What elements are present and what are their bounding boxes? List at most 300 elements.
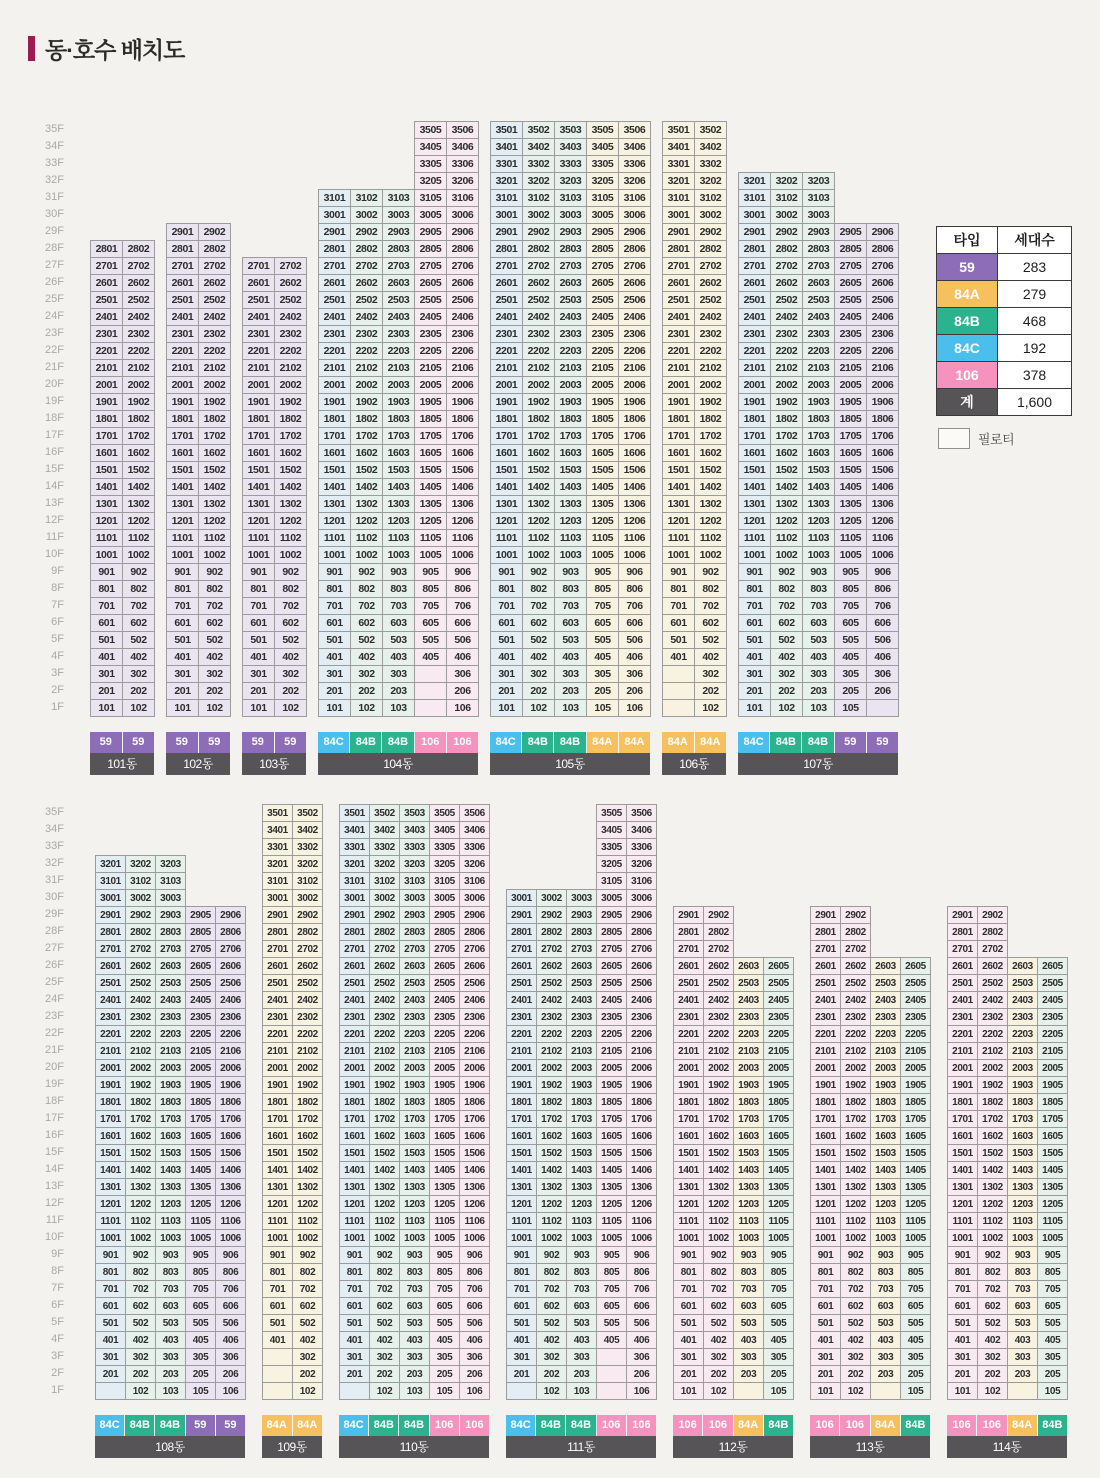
unit-cell: 706 — [446, 597, 479, 615]
floor-row — [673, 1246, 793, 1263]
unit-cell: 3002 — [770, 206, 803, 224]
unit-cell: 2505 — [414, 291, 447, 309]
unit-cell: 702 — [350, 597, 383, 615]
floor-label: 13F — [45, 497, 64, 509]
unit-cell: 1205 — [596, 1195, 627, 1213]
piloti-cell — [596, 1348, 627, 1366]
section-blocks-108-114 — [30, 804, 1067, 1458]
legend-row — [936, 362, 1072, 389]
unit-cell: 2201 — [673, 1025, 704, 1043]
unit-cell: 2705 — [429, 940, 460, 958]
unit-cell: 1402 — [770, 478, 803, 496]
unit-cell: 102 — [122, 699, 155, 717]
unit-cell: 3505 — [586, 121, 619, 139]
unit-cell: 302 — [770, 665, 803, 683]
unit-cell: 2002 — [198, 376, 231, 394]
floor-axis — [30, 804, 64, 1399]
floor-row — [242, 359, 306, 376]
unit-cell: 801 — [673, 1263, 704, 1281]
unit-cell: 1901 — [490, 393, 523, 411]
unit-cell: 1103 — [554, 529, 587, 547]
floor-row — [947, 1331, 1067, 1348]
floor-row — [738, 631, 898, 648]
unit-cell: 502 — [536, 1314, 567, 1332]
unit-cell: 2001 — [490, 376, 523, 394]
unit-cell: 2002 — [274, 376, 307, 394]
floor-row — [490, 495, 650, 512]
unit-cell: 1705 — [1037, 1110, 1068, 1128]
unit-cell: 2105 — [185, 1042, 216, 1060]
unit-cell: 3103 — [554, 189, 587, 207]
unit-cell: 201 — [95, 1365, 126, 1383]
unit-cell: 2106 — [618, 359, 651, 377]
floor-row — [673, 1229, 793, 1246]
unit-cell: 2902 — [198, 223, 231, 241]
floor-row — [339, 1178, 489, 1195]
unit-cell: 105 — [586, 699, 619, 717]
floor-row — [339, 991, 489, 1008]
floor-row — [673, 1263, 793, 1280]
unit-cell: 2502 — [536, 974, 567, 992]
unit-cell: 1002 — [770, 546, 803, 564]
unit-cell: 1901 — [166, 393, 199, 411]
unit-cell: 2602 — [198, 274, 231, 292]
unit-cell: 1001 — [490, 546, 523, 564]
unit-cell: 1002 — [536, 1229, 567, 1247]
unit-cell: 2103 — [399, 1042, 430, 1060]
unit-cell: 302 — [350, 665, 383, 683]
unit-cell: 2701 — [166, 257, 199, 275]
unit-cell: 701 — [490, 597, 523, 615]
unit-cell: 2402 — [274, 308, 307, 326]
unit-cell: 1302 — [840, 1178, 871, 1196]
floor-row — [90, 461, 154, 478]
floor-row — [673, 1314, 793, 1331]
floor-row — [95, 1110, 245, 1127]
unit-cell: 1602 — [122, 444, 155, 462]
unit-cell: 2201 — [490, 342, 523, 360]
unit-cell: 2605 — [834, 274, 867, 292]
unit-cell: 1403 — [566, 1161, 597, 1179]
unit-cell: 1103 — [382, 529, 415, 547]
unit-cell: 2302 — [369, 1008, 400, 1026]
unit-cell: 302 — [369, 1348, 400, 1366]
floor-row — [318, 393, 478, 410]
unit-cell: 2203 — [399, 1025, 430, 1043]
floor-label: 5F — [51, 1316, 64, 1328]
unit-cell: 301 — [738, 665, 771, 683]
type-badge: 59 — [835, 732, 867, 753]
unit-cell: 2202 — [977, 1025, 1008, 1043]
unit-cell: 1905 — [185, 1076, 216, 1094]
unit-cell: 102 — [977, 1382, 1008, 1400]
unit-cell: 506 — [618, 631, 651, 649]
floor-row — [506, 1161, 656, 1178]
unit-cell: 2402 — [840, 991, 871, 1009]
floor-row — [242, 172, 306, 189]
unit-cell: 805 — [763, 1263, 794, 1281]
floor-row — [662, 682, 726, 699]
floor-row — [339, 1331, 489, 1348]
floor-row — [810, 1059, 930, 1076]
floor-row — [318, 699, 478, 716]
unit-cell: 1206 — [618, 512, 651, 530]
unit-cell: 502 — [977, 1314, 1008, 1332]
unit-cell: 2503 — [382, 291, 415, 309]
unit-cell: 1003 — [399, 1229, 430, 1247]
unit-cell: 801 — [90, 580, 123, 598]
unit-cell: 1901 — [738, 393, 771, 411]
floor-row — [506, 1263, 656, 1280]
unit-cell: 2003 — [870, 1059, 901, 1077]
unit-cell: 1302 — [198, 495, 231, 513]
floor-row — [738, 563, 898, 580]
unit-cell: 2702 — [536, 940, 567, 958]
floor-row — [242, 206, 306, 223]
floor-row — [90, 121, 154, 138]
floor-row — [490, 138, 650, 155]
unit-cell: 603 — [155, 1297, 186, 1315]
unit-cell: 3003 — [399, 889, 430, 907]
unit-cell: 1801 — [90, 410, 123, 428]
unit-cell: 2905 — [414, 223, 447, 241]
floor-row — [318, 223, 478, 240]
floor-row — [490, 614, 650, 631]
unit-cell: 2503 — [1007, 974, 1038, 992]
unit-cell: 505 — [1037, 1314, 1068, 1332]
unit-cell: 2603 — [870, 957, 901, 975]
unit-cell: 1402 — [274, 478, 307, 496]
unit-cell: 402 — [274, 648, 307, 666]
floor-row — [506, 991, 656, 1008]
unit-cell: 505 — [185, 1314, 216, 1332]
unit-cell: 2005 — [1037, 1059, 1068, 1077]
unit-cell: 2702 — [703, 940, 734, 958]
floor-row — [673, 821, 793, 838]
unit-cell: 2406 — [446, 308, 479, 326]
unit-cell: 601 — [673, 1297, 704, 1315]
unit-cell: 1001 — [662, 546, 695, 564]
unit-cell: 1002 — [522, 546, 555, 564]
unit-cell: 3001 — [490, 206, 523, 224]
unit-cell: 505 — [429, 1314, 460, 1332]
unit-cell: 2601 — [262, 957, 293, 975]
floor-row — [947, 1161, 1067, 1178]
unit-cell: 2703 — [554, 257, 587, 275]
unit-cell: 702 — [369, 1280, 400, 1298]
unit-cell: 1706 — [459, 1110, 490, 1128]
unit-cell: 2203 — [155, 1025, 186, 1043]
unit-cell: 305 — [185, 1348, 216, 1366]
unit-cell: 2506 — [459, 974, 490, 992]
unit-cell: 706 — [459, 1280, 490, 1298]
unit-cell: 2602 — [369, 957, 400, 975]
unit-cell: 2202 — [122, 342, 155, 360]
unit-cell: 903 — [870, 1246, 901, 1264]
floor-row — [490, 291, 650, 308]
unit-cell: 105 — [763, 1382, 794, 1400]
unit-cell: 2706 — [866, 257, 899, 275]
unit-cell: 2505 — [763, 974, 794, 992]
unit-cell: 3202 — [522, 172, 555, 190]
unit-cell: 2505 — [185, 974, 216, 992]
unit-cell: 1801 — [947, 1093, 978, 1111]
unit-cell: 301 — [810, 1348, 841, 1366]
floor-row — [339, 889, 489, 906]
unit-cell: 2701 — [490, 257, 523, 275]
floor-row — [810, 1144, 930, 1161]
unit-cell: 1305 — [596, 1178, 627, 1196]
unit-cell: 2101 — [242, 359, 275, 377]
unit-cell: 2405 — [185, 991, 216, 1009]
unit-cell: 1105 — [586, 529, 619, 547]
unit-cell: 3301 — [262, 838, 293, 856]
unit-cell: 301 — [242, 665, 275, 683]
unit-cell: 2201 — [339, 1025, 370, 1043]
floor-row — [339, 872, 489, 889]
unit-cell: 1105 — [429, 1212, 460, 1230]
unit-cell: 102 — [770, 699, 803, 717]
floor-row — [947, 1246, 1067, 1263]
unit-cell: 2602 — [522, 274, 555, 292]
floor-row — [673, 1297, 793, 1314]
unit-cell: 2305 — [834, 325, 867, 343]
unit-cell: 302 — [274, 665, 307, 683]
unit-cell: 2701 — [738, 257, 771, 275]
unit-cell: 2001 — [673, 1059, 704, 1077]
unit-cell: 2302 — [840, 1008, 871, 1026]
unit-cell: 1001 — [166, 546, 199, 564]
floor-row — [947, 1144, 1067, 1161]
unit-cell: 2402 — [369, 991, 400, 1009]
unit-cell: 403 — [1007, 1331, 1038, 1349]
floor-row — [95, 1178, 245, 1195]
unit-cell: 2306 — [215, 1008, 246, 1026]
unit-cell: 701 — [262, 1280, 293, 1298]
floor-row — [947, 804, 1067, 821]
unit-cell: 1206 — [866, 512, 899, 530]
unit-cell: 606 — [626, 1297, 657, 1315]
unit-cell: 603 — [382, 614, 415, 632]
unit-cell: 502 — [350, 631, 383, 649]
unit-cell: 3302 — [292, 838, 323, 856]
unit-cell: 2001 — [662, 376, 695, 394]
unit-cell: 1003 — [566, 1229, 597, 1247]
unit-cell: 3103 — [155, 872, 186, 890]
unit-cell: 1702 — [122, 427, 155, 445]
unit-cell: 2605 — [185, 957, 216, 975]
unit-cell: 1802 — [292, 1093, 323, 1111]
unit-cell: 1106 — [866, 529, 899, 547]
unit-cell: 1501 — [810, 1144, 841, 1162]
unit-cell: 1703 — [733, 1110, 764, 1128]
unit-cell: 3101 — [490, 189, 523, 207]
unit-cell: 3505 — [414, 121, 447, 139]
unit-cell: 1205 — [1037, 1195, 1068, 1213]
unit-cell: 2801 — [339, 923, 370, 941]
unit-cell: 3105 — [414, 189, 447, 207]
legend-type-cell: 106 — [937, 362, 998, 388]
unit-cell: 502 — [703, 1314, 734, 1332]
unit-cell: 1805 — [586, 410, 619, 428]
floor-row — [262, 906, 322, 923]
unit-cell: 1201 — [738, 512, 771, 530]
floor-row — [90, 648, 154, 665]
piloti-cell — [262, 1382, 293, 1400]
unit-cell: 1302 — [122, 495, 155, 513]
unit-cell: 303 — [566, 1348, 597, 1366]
unit-cell: 2302 — [694, 325, 727, 343]
unit-cell: 2003 — [155, 1059, 186, 1077]
floor-row — [262, 855, 322, 872]
unit-cell: 2005 — [834, 376, 867, 394]
unit-cell: 2502 — [522, 291, 555, 309]
floor-row — [947, 838, 1067, 855]
unit-cell: 602 — [977, 1297, 1008, 1315]
unit-cell: 606 — [866, 614, 899, 632]
piloti-cell — [662, 699, 695, 717]
unit-cell: 1403 — [155, 1161, 186, 1179]
unit-cell: 1602 — [125, 1127, 156, 1145]
floor-row — [662, 138, 726, 155]
floor-row — [339, 957, 489, 974]
unit-cell: 1801 — [95, 1093, 126, 1111]
floor-label: 6F — [51, 1299, 64, 1311]
floor-row — [90, 563, 154, 580]
unit-cell: 1603 — [870, 1127, 901, 1145]
unit-cell: 2003 — [566, 1059, 597, 1077]
floor-label: 31F — [45, 191, 64, 203]
unit-cell: 1402 — [694, 478, 727, 496]
floor-row — [673, 838, 793, 855]
unit-cell: 701 — [242, 597, 275, 615]
unit-cell: 1706 — [215, 1110, 246, 1128]
building-label: 109동 — [262, 1436, 322, 1458]
unit-cell: 402 — [522, 648, 555, 666]
unit-cell: 2401 — [738, 308, 771, 326]
unit-cell: 402 — [369, 1331, 400, 1349]
unit-cell: 2601 — [810, 957, 841, 975]
floor-row — [506, 1348, 656, 1365]
unit-cell: 601 — [738, 614, 771, 632]
unit-cell: 3301 — [490, 155, 523, 173]
floor-row — [95, 1280, 245, 1297]
unit-cell: 106 — [215, 1382, 246, 1400]
unit-cell: 406 — [446, 648, 479, 666]
unit-cell: 2302 — [125, 1008, 156, 1026]
unit-cell: 1101 — [318, 529, 351, 547]
unit-cell: 1405 — [586, 478, 619, 496]
floor-label: 32F — [45, 174, 64, 186]
unit-cell: 3405 — [429, 821, 460, 839]
unit-cell: 1206 — [459, 1195, 490, 1213]
floor-row — [339, 855, 489, 872]
unit-cell: 705 — [596, 1280, 627, 1298]
unit-cell: 803 — [566, 1263, 597, 1281]
unit-cell: 2902 — [292, 906, 323, 924]
piloti-x-icon — [938, 428, 970, 449]
unit-cell: 2501 — [339, 974, 370, 992]
unit-cell: 2903 — [566, 906, 597, 924]
unit-cell: 303 — [554, 665, 587, 683]
unit-cell: 1803 — [382, 410, 415, 428]
unit-cell: 2802 — [198, 240, 231, 258]
unit-cell: 801 — [95, 1263, 126, 1281]
unit-cell: 803 — [382, 580, 415, 598]
unit-cell: 401 — [738, 648, 771, 666]
unit-cell: 1403 — [554, 478, 587, 496]
piloti-cell — [1007, 1382, 1038, 1400]
unit-cell: 805 — [1037, 1263, 1068, 1281]
unit-cell: 2501 — [95, 974, 126, 992]
unit-cell: 101 — [166, 699, 199, 717]
unit-cell: 1506 — [626, 1144, 657, 1162]
floor-row — [947, 1297, 1067, 1314]
unit-cell: 1902 — [369, 1076, 400, 1094]
floor-row — [490, 172, 650, 189]
unit-grid — [738, 121, 898, 716]
unit-cell: 701 — [662, 597, 695, 615]
unit-cell: 203 — [870, 1365, 901, 1383]
unit-cell: 2802 — [977, 923, 1008, 941]
unit-cell: 1906 — [446, 393, 479, 411]
unit-cell: 2501 — [242, 291, 275, 309]
unit-cell: 1803 — [554, 410, 587, 428]
unit-cell: 1605 — [586, 444, 619, 462]
unit-cell: 2301 — [166, 325, 199, 343]
unit-cell: 605 — [185, 1297, 216, 1315]
floor-row — [810, 1365, 930, 1382]
floor-row — [947, 855, 1067, 872]
unit-cell: 802 — [840, 1263, 871, 1281]
unit-cell: 3302 — [694, 155, 727, 173]
unit-cell: 2201 — [947, 1025, 978, 1043]
unit-cell: 806 — [446, 580, 479, 598]
unit-cell: 2803 — [155, 923, 186, 941]
unit-cell: 2001 — [242, 376, 275, 394]
unit-cell: 101 — [318, 699, 351, 717]
unit-cell: 1101 — [947, 1212, 978, 1230]
unit-cell: 3003 — [802, 206, 835, 224]
piloti-cell — [662, 665, 695, 683]
floor-row — [242, 325, 306, 342]
unit-cell: 1902 — [292, 1076, 323, 1094]
unit-cell: 1806 — [459, 1093, 490, 1111]
unit-cell: 1701 — [810, 1110, 841, 1128]
unit-cell: 2202 — [770, 342, 803, 360]
unit-cell: 2401 — [490, 308, 523, 326]
floor-row — [673, 855, 793, 872]
building-label: 103동 — [242, 753, 306, 775]
unit-cell: 701 — [673, 1280, 704, 1298]
unit-cell: 703 — [870, 1280, 901, 1298]
unit-cell: 3302 — [522, 155, 555, 173]
floor-row — [90, 172, 154, 189]
unit-cell: 3003 — [566, 889, 597, 907]
unit-cell: 2001 — [95, 1059, 126, 1077]
unit-cell: 2002 — [292, 1059, 323, 1077]
unit-cell: 2705 — [414, 257, 447, 275]
unit-cell: 2805 — [596, 923, 627, 941]
floor-row — [262, 1348, 322, 1365]
unit-cell: 1703 — [802, 427, 835, 445]
unit-cell: 602 — [198, 614, 231, 632]
legend-row — [936, 308, 1072, 335]
unit-cell: 2402 — [522, 308, 555, 326]
unit-cell: 1802 — [840, 1093, 871, 1111]
unit-cell: 2702 — [770, 257, 803, 275]
type-badge: 84B — [350, 732, 382, 753]
